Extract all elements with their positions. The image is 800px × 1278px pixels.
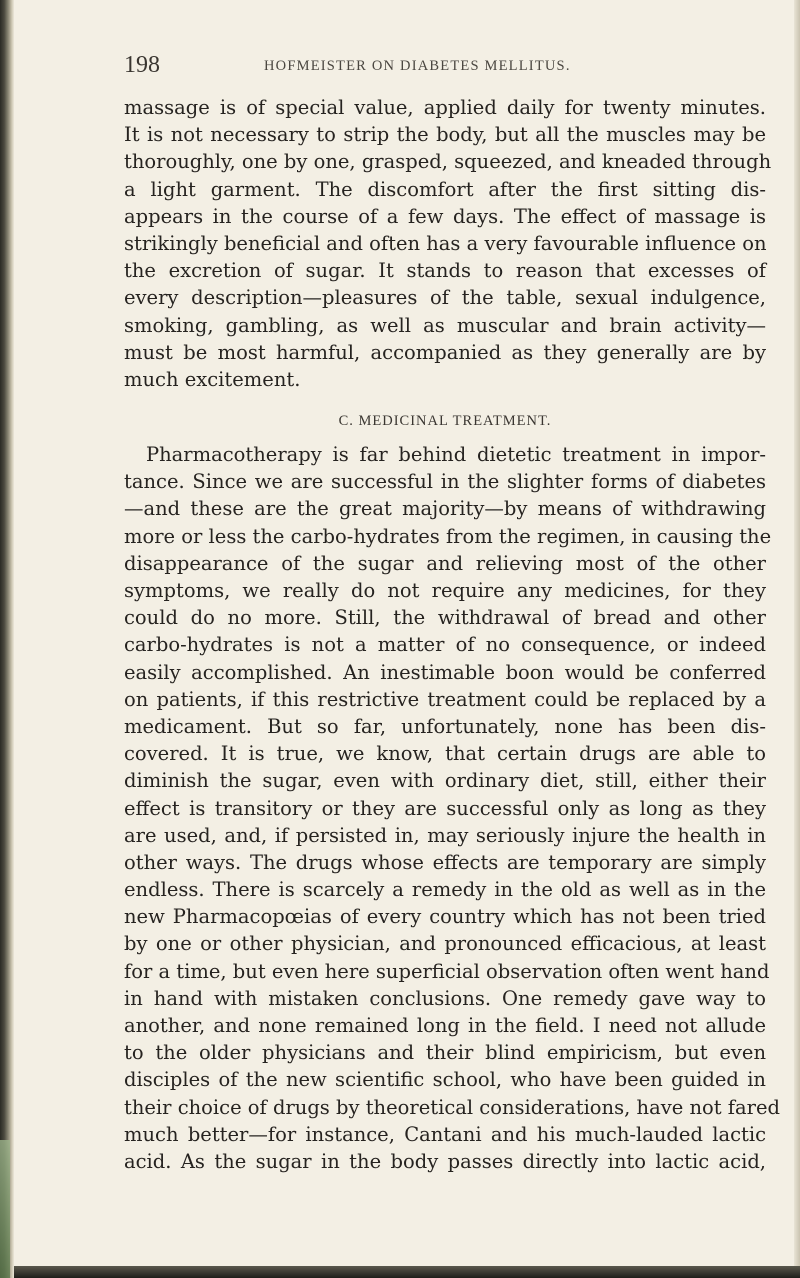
text-line: to the older physicians and their blind empiricism, but even (124, 1041, 766, 1065)
text-line: much better—for instance, Cantani and his much-lauded lactic (124, 1122, 766, 1146)
text-line: much excitement. (124, 367, 301, 391)
text-line: endless. There is scarcely a remedy in the old as well as in the (124, 878, 766, 902)
text-line: disappearance of the sugar and relieving most of the other (124, 551, 766, 575)
text-line: by one or other physician, and pronounced efficacious, at least (124, 932, 766, 956)
text-line: thoroughly, one by one, grasped, squeezed, and kneaded through (124, 150, 772, 174)
text-line: for a time, but even here superficial observation often went hand (124, 959, 770, 983)
page-bottom-edge (14, 1266, 800, 1278)
text-line: their choice of drugs by theoretical considerations, have not fared (124, 1095, 780, 1119)
page-body (124, 94, 780, 1175)
text-line: effect is transitory or they are successful only as long as they (124, 796, 766, 820)
running-head: HOFMEISTER ON DIABETES MELLITUS. (264, 58, 571, 74)
text-line: covered. It is true, we know, that certain drugs are able to (124, 742, 766, 766)
text-line: symptoms, we really do not require any medicines, for they (124, 579, 766, 602)
text-line: appears in the course of a few days. The effect of massage is (124, 204, 766, 228)
text-line: other ways. The drugs whose effects are temporary are simply (124, 850, 766, 874)
text-line: diminish the sugar, even with ordinary diet, still, either their (124, 769, 766, 793)
text-line: strikingly beneficial and often has a very favourable influence on (124, 231, 767, 255)
text-line: —and these are the great majority—by means of withdrawing (124, 497, 766, 521)
text-line: new Pharmacopœias of every country which has not been tried (124, 905, 766, 929)
text-line: Pharmacotherapy is far behind dietetic treatment in impor- (146, 443, 766, 467)
paragraph-massage (124, 94, 772, 393)
text-line: disciples of the new scientific school, who have been guided in (124, 1068, 766, 1092)
text-line: carbo-hydrates is not a matter of no consequence, or indeed (124, 633, 766, 657)
section-heading: C. MEDICINAL TREATMENT. (338, 413, 552, 430)
text-line: in hand with mistaken conclusions. One remedy gave way to (124, 986, 766, 1010)
page-number: 198 (124, 52, 160, 78)
text-line: another, and none remained long in the field. I need not allude (124, 1014, 766, 1037)
text-line: more or less the carbo-hydrates from the regimen, in causing the (124, 524, 772, 548)
text-line: smoking, gambling, as well as muscular and brain activity— (124, 313, 766, 337)
text-line: tance. Since we are successful in the slighter forms of diabetes (124, 470, 766, 494)
paragraph-medicinal-treatment (124, 441, 780, 1175)
text-line: every description—pleasures of the table, sexual indulgence, (124, 286, 766, 310)
book-spine-edge (0, 0, 14, 1278)
text-line: on patients, if this restrictive treatment could be replaced by a (124, 687, 766, 711)
page-right-edge (794, 0, 800, 1278)
text-line: medicament. But so far, unfortunately, none has been dis- (124, 714, 766, 738)
text-line: It is not necessary to strip the body, but all the muscles may be (124, 123, 766, 147)
text-line: easily accomplished. An inestimable boon would be conferred (124, 660, 766, 684)
text-line: massage is of special value, applied daily for twenty minutes. (124, 96, 766, 119)
text-line: acid. As the sugar in the body passes directly into lactic acid, (124, 1149, 766, 1173)
text-line: the excretion of sugar. It stands to reason that excesses of (124, 259, 766, 283)
text-line: are used, and, if persisted in, may seriously injure the health in (124, 823, 766, 847)
book-spine-tint (0, 1140, 10, 1278)
text-line: could do no more. Still, the withdrawal of bread and other (124, 606, 766, 630)
text-line: a light garment. The discomfort after the first sitting dis- (124, 177, 766, 201)
text-line: must be most harmful, accompanied as they generally are by (124, 340, 766, 364)
page-header (124, 52, 764, 82)
